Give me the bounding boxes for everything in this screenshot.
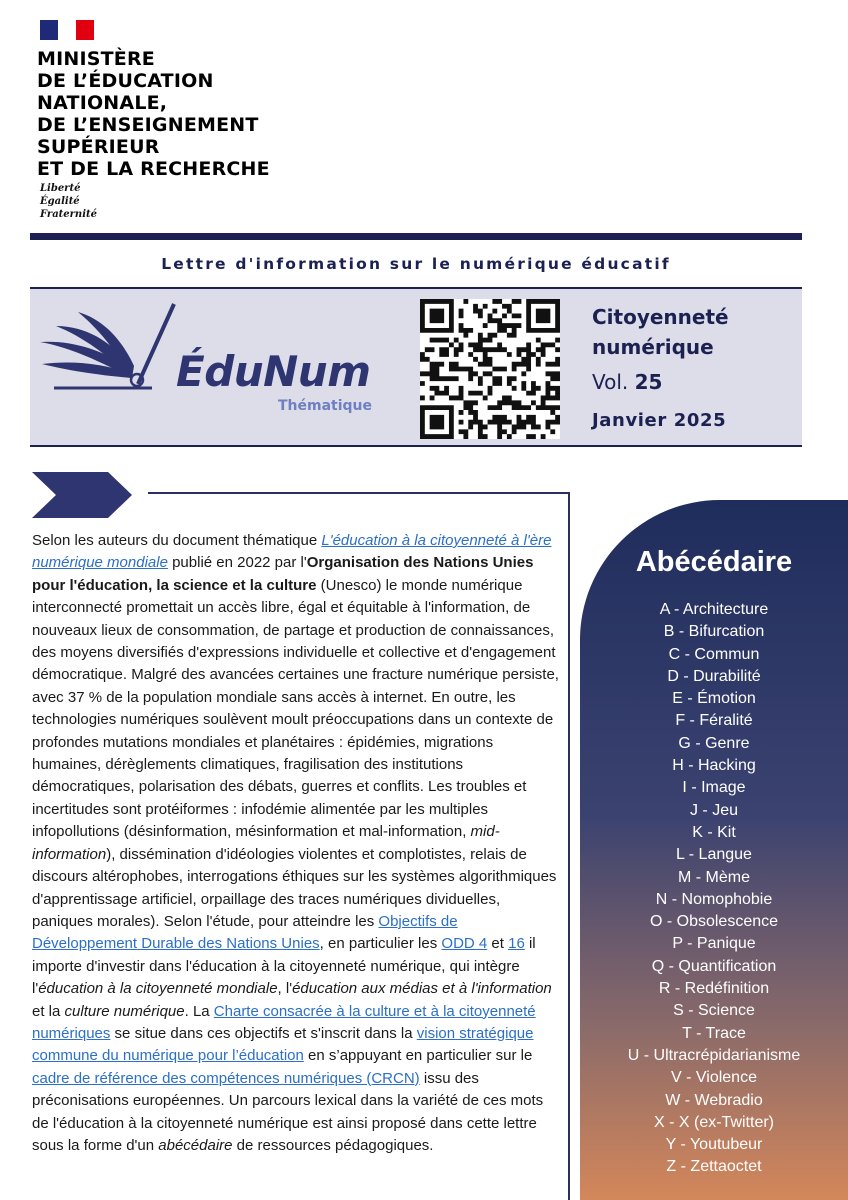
chevron-right-icon (32, 472, 132, 518)
intro-paragraph: Selon les auteurs du document thématique L'éducation à la citoyenneté à l'ère numérique mondiale publié en 2022 par l'Organisation des Nations Unies pour l'éducation, la science et la culture (Unesco) le monde numérique interconnecté promettait un accès libre, égal et équitable à l'information, de nouveaux lieux de consommation, de partage et production de connaissances, des moyens diversifiés d'expressions individuelle et collective et d'engagement démocratique. Malgré des avancées certaines une fracture numérique persiste, avec 37 % de la population mondiale sans accès à internet. En outre, les technologies numériques soulèvent moult préoccupations dans un contexte de profondes mutations mondiales et planétaires : épidémies, migrations humaines, dérèglements climatiques, fragilisation des institutions démocratiques, polarisation des débats, guerres et conflits. Les troubles et incertitudes sont protéiformes : infodémie alimentée par les multiples infopollutions (désinformation, mésinformation et mal-information, mid-information), dissémination d'idéologies violentes et complotistes, relais de discours altérophobes, interrogations éthiques sur les systèmes algorithmiques d'apprentissage artificiel, orpaillage des traces numériques dividuelles, paniques morales). Selon l'étude, pour atteindre les Objectifs de Développement Durable des Nations Unies, en particulier les ODD 4 et 16 il importe d'investir dans l'éducation à la citoyenneté numérique, qui intègre l'éducation à la citoyenneté mondiale, l'éducation aux médias et à l'information et la culture numérique. La Charte consacrée à la culture et à la citoyenneté numériques se situe dans ces objectifs et s'inscrit dans la vision stratégique commune du numérique pour l’éducation en s’appuyant en particulier sur le cadre de référence des compétences numériques (CRCN) issu des préconisations européennes. Un parcours lexical dans la variété de ces mots de l'éducation à la citoyenneté numérique est ainsi proposé dans cette lettre sous la forme d'un abécédaire de ressources pédagogiques. (32, 532, 559, 1154)
ministry-line: DE L’ÉDUCATION (37, 70, 214, 92)
ministry-line: SUPÉRIEUR (37, 136, 160, 158)
french-flag-logo (40, 20, 94, 40)
ministry-line: NATIONALE, (37, 92, 168, 114)
edunum-brand: ÉduNum (176, 347, 371, 396)
abecedaire-item[interactable]: M - Mème (678, 868, 750, 886)
abecedaire-item[interactable]: Z - Zettaoctet (666, 1158, 762, 1176)
abecedaire-item[interactable]: J - Jeu (689, 801, 738, 819)
motto-line: Fraternité (40, 209, 97, 220)
link-vision-strategique[interactable]: vision stratégique commune du numérique pour l’éducation (32, 1024, 534, 1065)
abecedaire-item[interactable]: A - Architecture (659, 601, 769, 618)
abecedaire-item[interactable]: S - Science (673, 1002, 755, 1020)
volume-number (592, 370, 662, 394)
abecedaire-item[interactable]: D - Durabilité (667, 667, 761, 685)
frame-line (148, 492, 570, 494)
ministry-name (37, 48, 357, 180)
abecedaire-item[interactable]: P - Panique (672, 935, 756, 953)
ministry-line: DE L’ENSEIGNEMENT (37, 114, 259, 136)
topic-line: numérique (592, 335, 714, 359)
abecedaire-item[interactable]: B - Bifurcation (663, 623, 765, 641)
abecedaire-item[interactable]: Y - Youtubeur (665, 1136, 763, 1154)
ministry-line: MINISTÈRE (37, 48, 155, 70)
vol-label: Vol. (592, 370, 635, 394)
abecedaire-item[interactable]: F - Féralité (675, 712, 753, 730)
link-odd4[interactable]: ODD 4 (441, 935, 488, 953)
qr-code-icon[interactable] (420, 299, 560, 439)
abecedaire-item[interactable]: C - Commun (668, 645, 760, 663)
header-divider (30, 233, 802, 240)
vol-value: 25 (634, 370, 663, 394)
link-odd[interactable]: Objectifs de Développement Durable des Nations Unies (32, 912, 458, 953)
abecedaire-item[interactable]: V - Violence (671, 1069, 757, 1087)
abecedaire-list (580, 599, 848, 1179)
ministry-line: ET DE LA RECHERCHE (37, 158, 270, 180)
issue-topic (592, 302, 729, 362)
abecedaire-item[interactable]: H - Hacking (672, 757, 756, 775)
abecedaire-title: Abécédaire (635, 546, 793, 578)
abecedaire-item[interactable]: O - Obsolescence (649, 913, 779, 931)
abecedaire-item[interactable]: L - Langue (676, 846, 752, 864)
motto-line: Égalité (40, 196, 80, 207)
abecedaire-item[interactable]: K - Kit (692, 823, 736, 841)
abecedaire-item[interactable]: X - X (ex-Twitter) (653, 1113, 774, 1131)
brand-subtitle: Thématique (278, 398, 373, 414)
republic-motto (40, 182, 97, 221)
book-pen-icon (34, 300, 184, 395)
link-education-citoyennete[interactable]: L'éducation à la citoyenneté à l'ère numérique mondiale (32, 532, 552, 572)
abecedaire-item[interactable]: Q - Quantification (651, 957, 777, 975)
issue-date: Janvier 2025 (592, 410, 727, 431)
motto-line: Liberté (40, 183, 81, 194)
link-charte[interactable]: Charte consacrée à la culture et à la citoyenneté numériques (32, 1002, 536, 1042)
abecedaire-item[interactable]: I - Image (682, 779, 746, 797)
topic-line: Citoyenneté (592, 305, 729, 329)
abecedaire-item[interactable]: W - Webradio (665, 1091, 763, 1109)
newsletter-subtitle: Lettre d'information sur le numérique éducatif (161, 255, 671, 273)
abecedaire-item[interactable]: R - Redéfinition (658, 980, 770, 998)
abecedaire-item[interactable]: G - Genre (678, 734, 750, 752)
abecedaire-item[interactable]: E - Émotion (672, 690, 756, 708)
abecedaire-item[interactable]: N - Nomophobie (655, 890, 773, 908)
link-crcn[interactable]: cadre de référence des compétences numériques (CRCN) (32, 1069, 420, 1087)
link-odd16[interactable]: 16 (508, 935, 525, 953)
frame-line (568, 492, 570, 1200)
abecedaire-item[interactable]: U - Ultracrépidarianisme (627, 1046, 801, 1064)
abecedaire-item[interactable]: T - Trace (682, 1024, 746, 1042)
